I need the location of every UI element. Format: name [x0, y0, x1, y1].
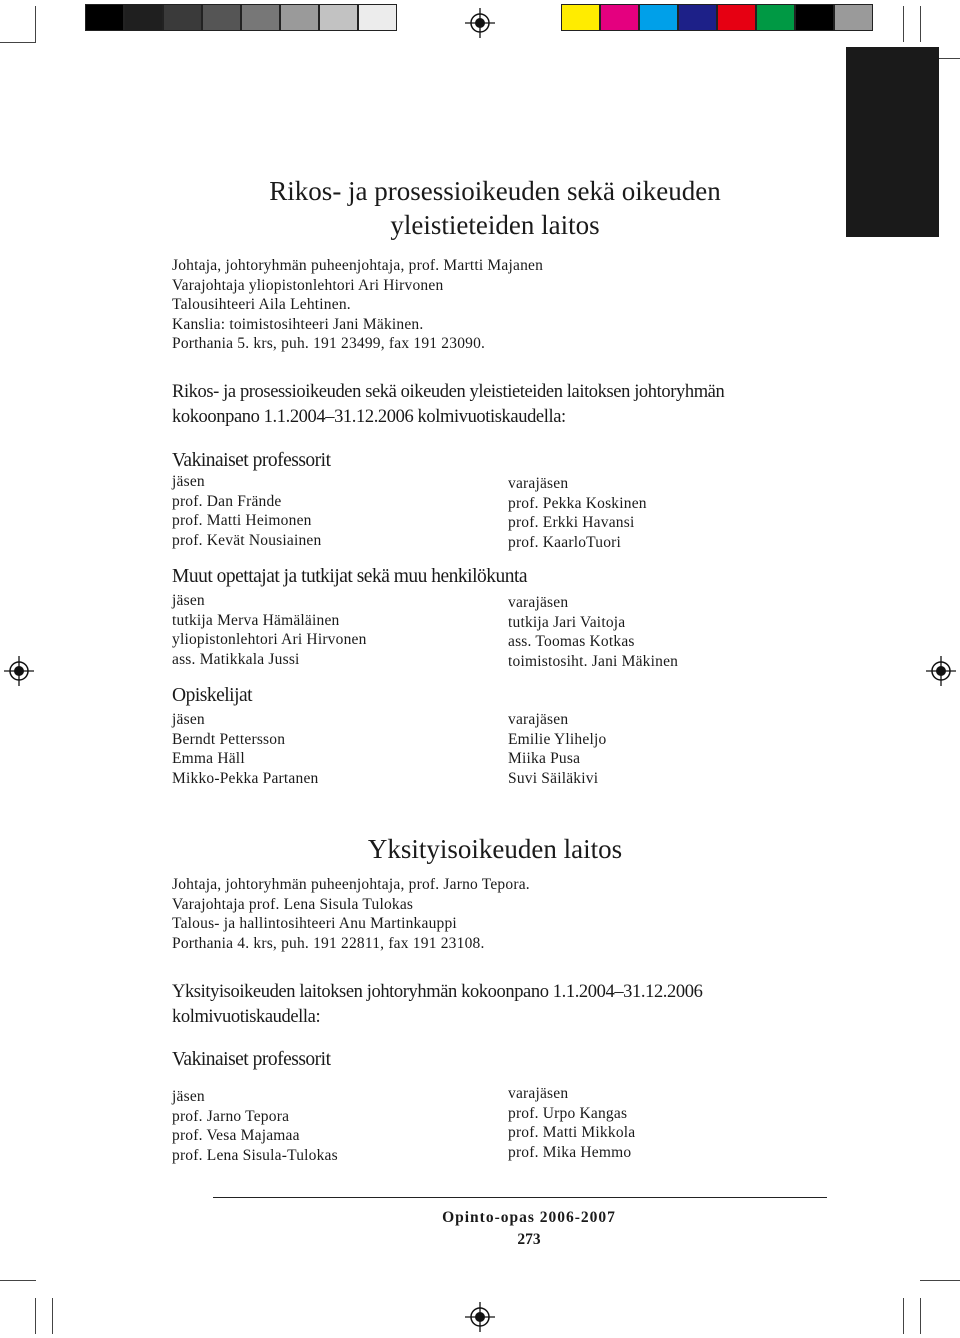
deputy-column	[508, 593, 678, 671]
member-name: Berndt Pettersson	[172, 730, 286, 748]
deputy-name: prof. Pekka Koskinen	[508, 494, 647, 512]
section2-title: Yksityisoikeuden laitos	[367, 834, 623, 864]
section1-title-line2: yleistieteiden laitos	[390, 210, 600, 240]
color-swatch	[678, 4, 717, 31]
page-number: 273	[517, 1231, 541, 1248]
registration-mark-icon	[4, 656, 34, 686]
deputy-label: varajäsen	[508, 1085, 569, 1102]
deputy-name: prof. Erkki Havansi	[508, 514, 635, 532]
registration-mark-icon	[926, 656, 956, 686]
member-column	[172, 472, 321, 550]
deputy-name: prof. Matti Mikkola	[508, 1124, 636, 1142]
section2-intro-line2: kolmivuotiskaudella:	[172, 1007, 321, 1027]
registration-mark-icon	[465, 8, 495, 38]
footer-publication: Opinto-opas 2006-2007	[442, 1209, 616, 1226]
deputy-name: Emilie Yliheljo	[508, 730, 607, 748]
deputy-label: varajäsen	[508, 594, 569, 611]
deputy-name: prof. KaarloTuori	[508, 533, 622, 551]
registration-mark-icon	[465, 1302, 495, 1332]
deputy-name: ass. Toomas Kotkas	[508, 633, 635, 651]
section2-intro-line1: Yksityisoikeuden laitoksen johtoryhmän kokoonpano 1.1.2004–31.12.2006	[172, 982, 703, 1002]
member-label: jäsen	[172, 592, 205, 609]
contact-line: Kanslia: toimistosihteeri Jani Mäkinen.	[172, 315, 424, 333]
color-swatch	[202, 4, 241, 31]
member-label: jäsen	[172, 473, 205, 490]
section1-intro-line2: kokoonpano 1.1.2004–31.12.2006 kolmivuotiskaudella:	[172, 407, 566, 427]
contact-line: Varajohtaja yliopistonlehtori Ari Hirvonen	[172, 276, 444, 294]
section1-contact	[172, 256, 543, 354]
color-swatch	[241, 4, 280, 31]
color-swatch	[358, 4, 397, 31]
member-column	[172, 1087, 338, 1165]
color-swatch	[319, 4, 358, 31]
member-column	[172, 710, 318, 788]
member-name: tutkija Merva Hämäläinen	[172, 611, 340, 629]
deputy-name: tutkija Jari Vaitoja	[508, 613, 626, 631]
member-column	[172, 591, 367, 669]
color-swatch	[600, 4, 639, 31]
contact-line: Porthania 5. krs, puh. 191 23499, fax 191 23090.	[172, 335, 486, 353]
color-swatch	[795, 4, 834, 31]
member-name: ass. Matikkala Jussi	[172, 650, 300, 668]
deputy-label: varajäsen	[508, 475, 569, 492]
color-swatch	[561, 4, 600, 31]
crop-mark	[0, 1280, 36, 1281]
section2-contact	[172, 875, 530, 953]
deputy-column	[508, 1084, 635, 1162]
section1-title-line1: Rikos- ja prosessioikeuden sekä oikeuden	[269, 176, 721, 206]
member-name: yliopistonlehtori Ari Hirvonen	[172, 631, 367, 649]
deputy-name: Suvi Säiläkivi	[508, 769, 599, 787]
contact-line: Johtaja, johtoryhmän puheenjohtaja, prof. Jarno Tepora.	[172, 876, 530, 893]
section1-intro-line1: Rikos- ja prosessioikeuden sekä oikeuden yleistieteiden laitoksen johtoryhmän	[172, 382, 725, 402]
deputy-name: Miika Pusa	[508, 750, 581, 768]
crop-mark	[920, 6, 921, 42]
contact-line: Porthania 4. krs, puh. 191 22811, fax 191 23108.	[172, 934, 485, 952]
group-heading: Vakinaiset professorit	[172, 450, 331, 471]
crop-mark	[35, 1298, 36, 1334]
contact-line: Varajohtaja prof. Lena Sisula Tulokas	[172, 895, 414, 913]
color-swatch	[280, 4, 319, 31]
member-name: prof. Lena Sisula-Tulokas	[172, 1146, 338, 1164]
color-swatch	[717, 4, 756, 31]
color-swatch	[639, 4, 678, 31]
color-swatch	[756, 4, 795, 31]
member-name: Mikko-Pekka Partanen	[172, 769, 319, 787]
member-name: prof. Vesa Majamaa	[172, 1127, 300, 1145]
deputy-column	[508, 474, 647, 552]
member-name: prof. Kevät Nousiainen	[172, 531, 322, 549]
crop-mark	[903, 6, 904, 42]
color-swatch	[163, 4, 202, 31]
contact-line: Johtaja, johtoryhmän puheenjohtaja, prof. Martti Majanen	[172, 257, 544, 274]
member-name: Emma Häll	[172, 750, 245, 768]
contact-line: Talousihteeri Aila Lehtinen.	[172, 296, 351, 314]
footer-rule	[213, 1197, 827, 1198]
member-label: jäsen	[172, 1088, 205, 1105]
deputy-name: prof. Mika Hemmo	[508, 1143, 632, 1161]
deputy-label: varajäsen	[508, 711, 569, 728]
color-swatch	[124, 4, 163, 31]
crop-mark	[35, 6, 36, 42]
member-label: jäsen	[172, 711, 205, 728]
deputy-name: prof. Urpo Kangas	[508, 1104, 628, 1122]
member-name: prof. Jarno Tepora	[172, 1107, 290, 1125]
crop-mark	[920, 1298, 921, 1334]
deputy-name: toimistosiht. Jani Mäkinen	[508, 652, 679, 670]
group-heading: Muut opettajat ja tutkijat sekä muu henkilökunta	[172, 566, 528, 587]
color-swatch	[834, 4, 873, 31]
section-thumb-tab	[846, 47, 939, 237]
deputy-column	[508, 710, 606, 788]
member-name: prof. Dan Frände	[172, 492, 282, 510]
crop-mark	[903, 1298, 904, 1334]
crop-mark	[52, 1298, 53, 1334]
group-heading: Opiskelijat	[172, 685, 253, 706]
member-name: prof. Matti Heimonen	[172, 512, 312, 530]
contact-line: Talous- ja hallintosihteeri Anu Martinkauppi	[172, 915, 457, 933]
crop-mark	[920, 1280, 960, 1281]
color-swatch	[85, 4, 124, 31]
group-heading: Vakinaiset professorit	[172, 1049, 331, 1070]
crop-mark	[0, 42, 36, 43]
